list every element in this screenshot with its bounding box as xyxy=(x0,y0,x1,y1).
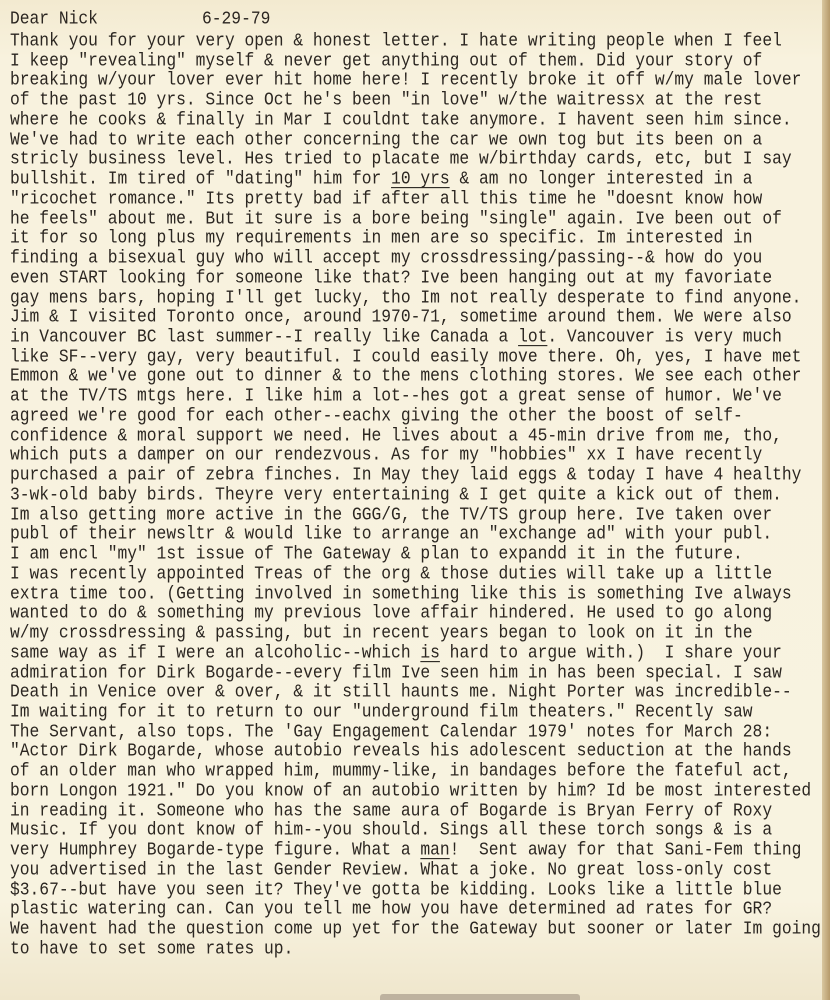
line-text: bullshit. Im tired of "dating" him for xyxy=(10,168,392,190)
letter-line xyxy=(10,622,821,644)
letter-line xyxy=(10,938,821,960)
letter-line xyxy=(10,701,821,723)
line-text: Music. If you dont know of him--you should. Sings all these torch songs & is a xyxy=(10,819,773,841)
line-text: I keep "revealing" myself & never get anything out of them. Did your story of xyxy=(10,49,763,72)
line-text: born Longon 1921." Do you know of an autobio written by him? Id be most interested xyxy=(10,779,812,802)
letter-line xyxy=(10,267,821,289)
line-text: . Vancouver is very much xyxy=(547,326,782,348)
letter-line xyxy=(10,642,821,664)
line-text: you advertised in the last Gender Review. What a joke. No great loss-only cost xyxy=(10,858,773,881)
letter-line xyxy=(10,760,821,782)
line-text: admiration for Dirk Bogarde--every film Ive seen him in has been special. I saw xyxy=(10,661,782,683)
letter-line xyxy=(10,168,821,190)
letter-line xyxy=(10,405,821,427)
line-text: wanted to do & something my previous love affair hindered. He used to go along xyxy=(10,602,773,624)
line-text: same way as if I were an alcoholic--which xyxy=(10,641,421,664)
line-text: "Actor Dirk Bogarde, whose autobio reveals his adolescent seduction at the hands xyxy=(10,740,792,762)
line-text: breaking w/your lover ever hit home here! I recently broke it off w/my male lover xyxy=(10,69,802,91)
line-text: at the TV/TS mtgs here. I like him a lot--hes got a great sense of humor. We've xyxy=(10,385,782,407)
letter-body xyxy=(10,30,821,958)
salutation: Dear Nick xyxy=(10,8,98,30)
letter-line xyxy=(10,247,821,269)
letter-line xyxy=(10,484,821,506)
underlined-text: man xyxy=(420,839,450,861)
line-text: extra time too. (Getting involved in something like this is something Ive always xyxy=(10,582,792,604)
letter-line xyxy=(10,543,821,565)
letter-date: 6-29-79 xyxy=(202,8,271,30)
line-text: 3-wk-old baby birds. Theyre very entertaining & I get quite a kick out of them. xyxy=(10,483,782,506)
paper-shadow xyxy=(380,994,580,1000)
letter-line xyxy=(10,464,821,486)
letter-line xyxy=(10,918,821,940)
letter-line xyxy=(10,89,821,111)
line-text: w/my crossdressing & passing, but in recent years began to look on it in the xyxy=(10,622,753,644)
underlined-text: 10 yrs xyxy=(391,168,450,190)
letter-line xyxy=(10,839,821,861)
line-text: & am no longer interested in a xyxy=(449,168,753,190)
line-text: publ of their newsltr & would like to arrange an "exchange ad" with your publ. xyxy=(10,523,773,545)
line-text: purchased a pair of zebra finches. In May they laid eggs & today I have 4 healthy xyxy=(10,464,802,486)
letter-line xyxy=(10,780,821,802)
line-text: plastic watering can. Can you tell me how you have determined ad rates for GR? xyxy=(10,898,773,920)
line-text: of the past 10 yrs. Since Oct he's been "in love" w/the waitressx at the rest xyxy=(10,89,763,111)
line-text: he feels" about me. But it sure is a bore being "single" again. Ive been out of xyxy=(10,207,782,229)
line-text: in reading it. Someone who has the same aura of Bogarde is Bryan Ferry of Roxy xyxy=(10,799,773,821)
line-text: which puts a damper on our rendezvous. As for my "hobbies" xx I have recently xyxy=(10,444,763,466)
line-text: in Vancouver BC last summer--I really like Canada a xyxy=(10,326,519,348)
line-text: The Servant, also tops. The 'Gay Engagement Calendar 1979' notes for March 28: xyxy=(10,720,773,742)
line-text: confidence & moral support we need. He lives about a 45-min drive from me, tho, xyxy=(10,424,782,446)
line-text: I am encl "my" 1st issue of The Gateway & plan to expandd it in the future. xyxy=(10,543,743,565)
line-text: Emmon & we've gone out to dinner & to the mens clothing stores. We see each other xyxy=(10,365,802,387)
line-text: stricly business level. Hes tried to placate me w/birthday cards, etc, but I say xyxy=(10,148,792,170)
line-text: Im also getting more active in the GGG/G, the TV/TS group here. Ive taken over xyxy=(10,503,773,525)
underlined-text: is xyxy=(420,641,440,664)
line-text: Thank you for your very open & honest letter. I hate writing people when I feel xyxy=(10,30,782,52)
letter-line xyxy=(10,385,821,407)
line-text: it for so long plus my requirements in men are so specific. Im interested in xyxy=(10,227,753,249)
line-text: ! Sent away for that Sani-Fem thing xyxy=(449,839,802,861)
line-text: Jim & I visited Toronto once, around 1970-71, sometime around them. We were also xyxy=(10,306,792,328)
letter-line xyxy=(10,109,821,131)
line-text: to have to set some rates up. xyxy=(10,937,294,960)
underlined-text: lot xyxy=(518,326,548,348)
letter-line xyxy=(10,563,821,585)
letter-line xyxy=(10,859,821,881)
line-text: very Humphrey Bogarde-type figure. What a xyxy=(10,839,421,861)
line-text: even START looking for someone like that? Ive been hanging out at my favoriate xyxy=(10,266,773,289)
line-text: Im waiting for it to return to our "underground film theaters." Recently saw xyxy=(10,700,753,723)
line-text: finding a bisexual guy who will accept my crossdressing/passing--& how do you xyxy=(10,247,763,269)
line-text: I was recently appointed Treas of the org & those duties will take up a little xyxy=(10,562,773,585)
line-text: We havent had the question come up yet for the Gateway but sooner or later Im going xyxy=(10,918,821,940)
line-text: $3.67--but have you seen it? They've gotta be kidding. Looks like a little blue xyxy=(10,878,782,900)
letter-line xyxy=(10,30,821,52)
letter-line xyxy=(10,326,821,348)
paper-edge xyxy=(822,0,830,1000)
line-text: of an older man who wrapped him, mummy-like, in bandages before the fateful act, xyxy=(10,760,792,782)
line-text: where he cooks & finally in Mar I couldnt take anymore. I havent seen him since. xyxy=(10,108,792,131)
line-text: gay mens bars, hoping I'll get lucky, tho Im not really desperate to find anyone. xyxy=(10,286,802,308)
letter-line xyxy=(10,188,821,210)
line-text: agreed we're good for each other--eachx giving the other the boost of self- xyxy=(10,404,743,427)
line-text: Death in Venice over & over, & it still haunts me. Night Porter was incredible-- xyxy=(10,681,792,703)
line-text: like SF--very gay, very beautiful. I could easily move there. Oh, yes, I have met xyxy=(10,345,802,368)
line-text: "ricochet romance." Its pretty bad if after all this time he "doesnt know how xyxy=(10,187,763,210)
line-text: We've had to write each other concerning the car we own tog but its been on a xyxy=(10,128,763,150)
line-text: hard to argue with.) I share your xyxy=(439,641,782,664)
